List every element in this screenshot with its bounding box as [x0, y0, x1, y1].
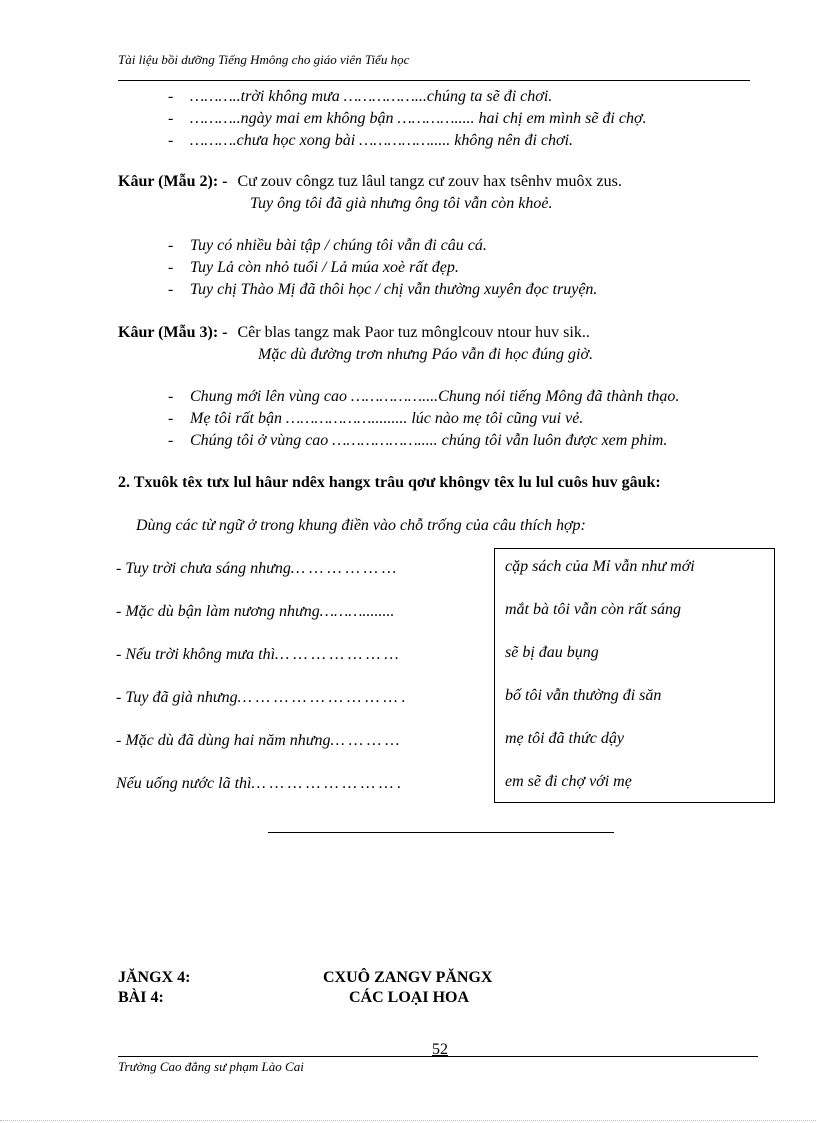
- bullet: -: [168, 132, 174, 149]
- bullet: -: [168, 388, 174, 405]
- section-divider: [268, 832, 614, 833]
- fill-line: - Nếu trời không mưa thì… … … … … … …: [116, 646, 399, 663]
- lesson-title: CÁC LOẠI HOA: [349, 989, 470, 1006]
- box-item: mẹ tôi đã thức dậy: [505, 730, 624, 747]
- mau2-hmong: Cư zouv côngz tuz lâul tangz cư zouv hax tsênhv muôx zus.: [237, 173, 622, 190]
- bullet: -: [168, 432, 174, 449]
- fill-line: - Tuy đã già nhưng… … … … … … … … … .: [116, 689, 406, 706]
- lesson-label: BÀI 4:: [118, 989, 164, 1006]
- mau3-hmong: Cêr blas tangz mak Paor tuz mônglcouv ntour huv sik..: [237, 324, 590, 341]
- box-item: mắt bà tôi vẫn còn rất sáng: [505, 601, 681, 618]
- fill-line: - Tuy trời chưa sáng nhưng… … … … … …: [116, 560, 397, 577]
- page-number: 52: [432, 1041, 448, 1058]
- box-item: em sẽ đi chợ với mẹ: [505, 773, 632, 790]
- mau3-label: Kâur (Mẫu 3): -: [118, 324, 228, 341]
- box-item: sẽ bị đau bụng: [505, 644, 599, 661]
- mau3-viet: Mặc dù đường trơn nhưng Páo vẫn đi học đúng giờ.: [258, 346, 594, 363]
- page-bottom-edge: [0, 1120, 816, 1121]
- mau3-item: Chung mới lên vùng cao ……………....Chung nói tiếng Mông đã thành thạo.: [190, 388, 680, 405]
- section2-subtitle: Dùng các từ ngữ ở trong khung điền vào chỗ trống của câu thích hợp:: [136, 517, 586, 534]
- box-item: bố tôi vẫn thường đi săn: [505, 687, 662, 704]
- bullet: -: [168, 110, 174, 127]
- exercise-line: ………..trời không mưa ……………...chúng ta sẽ đi chơi.: [190, 88, 553, 105]
- bullet: -: [168, 237, 174, 254]
- page-header: Tài liệu bồi dưỡng Tiếng Hmông cho giáo viên Tiểu học: [118, 52, 410, 67]
- word-box: [494, 548, 775, 803]
- mau2-viet: Tuy ông tôi đã già nhưng ông tôi vẫn còn khoẻ.: [250, 195, 553, 212]
- chapter-label: JĂNGX 4:: [118, 969, 191, 986]
- exercise-line: ………..ngày mai em không bận …………..... hai chị em mình sẽ đi chợ.: [190, 110, 647, 127]
- mau3-item: Mẹ tôi rất bận ………………......... lúc nào mẹ tôi cũng vui vẻ.: [190, 410, 584, 427]
- mau2-item: Tuy có nhiều bài tập / chúng tôi vẫn đi câu cá.: [190, 237, 487, 254]
- section2-title: 2. Txuôk têx tưx lul hâur ndêx hangx trâu qơư khôngv têx lu lul cuôs huv gâuk:: [118, 474, 661, 491]
- fill-line: Nếu uống nước lã thì… … … … … … … … .: [116, 775, 402, 792]
- chapter-title: CXUÔ ZANGV PĂNGX: [323, 969, 493, 986]
- footer-school: Trường Cao đẳng sư phạm Lào Cai: [118, 1059, 304, 1074]
- fill-line: - Mặc dù đã dùng hai năm nhưng… … … …: [116, 732, 400, 749]
- mau2-heading: [118, 173, 622, 191]
- bullet: -: [168, 88, 174, 105]
- bullet: -: [168, 281, 174, 298]
- mau2-label: Kâur (Mẫu 2): -: [118, 173, 228, 190]
- mau2-item: Tuy Lả còn nhỏ tuổi / Lả múa xoè rất đẹp.: [190, 259, 459, 276]
- exercise-line: ……….chưa học xong bài ……………..... không nên đi chơi.: [190, 132, 574, 149]
- mau3-heading: [118, 324, 590, 342]
- bullet: -: [168, 410, 174, 427]
- mau2-item: Tuy chị Thào Mị đã thôi học / chị vẫn thường xuyên đọc truyện.: [190, 281, 598, 298]
- fill-line: - Mặc dù bận làm nương nhưng………........: [116, 603, 395, 620]
- bullet: -: [168, 259, 174, 276]
- mau3-item: Chúng tôi ở vùng cao ………………..... chúng tôi vẫn luôn được xem phim.: [190, 432, 668, 449]
- footer-rule: [118, 1056, 758, 1057]
- header-rule: [118, 80, 750, 81]
- box-item: cặp sách của Mỉ vẫn như mới: [505, 558, 695, 575]
